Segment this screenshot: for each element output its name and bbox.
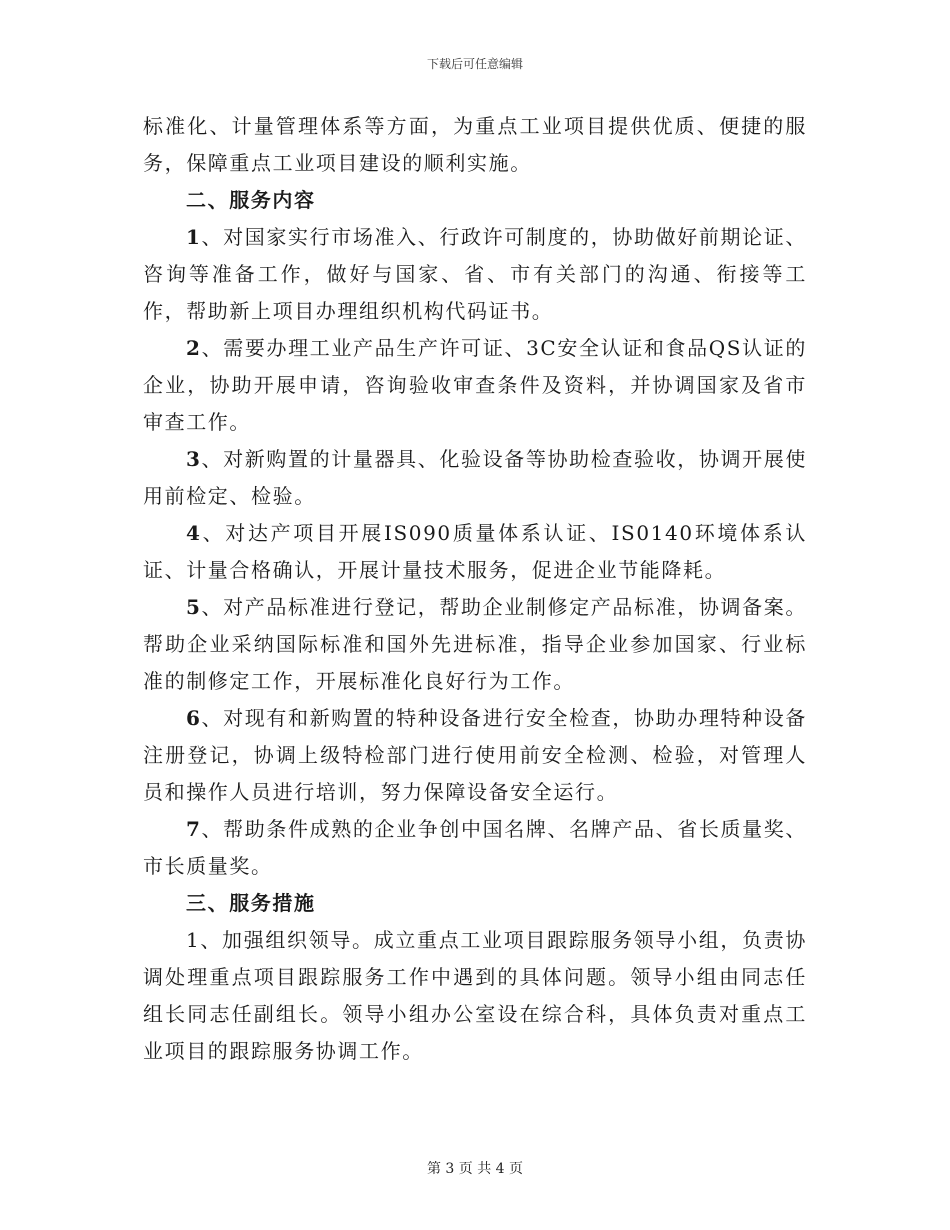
list-item (143, 589, 807, 700)
page-number-footer: 第 3 页 共 4 页 (426, 1161, 524, 1177)
item-text: 、对新购置的计量器具、化验设备等协助检查验收，协调开展使用前检定、检验。 (143, 447, 807, 508)
paragraph-measure-1: 1、加强组织领导。成立重点工业项目跟踪服务领导小组，负责协调处理重点项目跟踪服务工作中遇到的具体问题。领导小组由同志任组长同志任副组长。领导小组办公室设在综合科，具体负责对重点工业项目的跟踪服务协调工作。 (143, 928, 807, 1063)
item-number: 5 (186, 595, 202, 619)
list-item (143, 515, 807, 589)
item-text: 、对国家实行市场准入、行政许可制度的，协助做好前期论证、咨询等准备工作，做好与国家、省、市有关部门的沟通、衔接等工作，帮助新上项目办理组织机构代码证书。 (143, 225, 807, 323)
paragraph-intro: 标准化、计量管理体系等方面，为重点工业项目提供优质、便捷的服务，保障重点工业项目建设的顺利实施。 (143, 114, 807, 175)
list-item (143, 330, 807, 441)
item-text: 、对产品标准进行登记，帮助企业制修定产品标准，协调备案。帮助企业采纳国际标准和国外先进标准，指导企业参加国家、行业标准的制修定工作，开展标准化良好行为工作。 (143, 595, 807, 693)
item-text: 、帮助条件成熟的企业争创中国名牌、名牌产品、省长质量奖、市长质量奖。 (143, 817, 807, 878)
item-number: 2 (186, 336, 202, 360)
item-number: 3 (186, 447, 202, 471)
item-text: 、对达产项目开展IS090质量体系认证、IS0140环境体系认证、计量合格确认，开展计量技术服务，促进企业节能降耗。 (143, 521, 807, 582)
item-text: 、需要办理工业产品生产许可证、3C安全认证和食品QS认证的企业，协助开展申请，咨询验收审查条件及资料，并协调国家及省市审查工作。 (143, 336, 807, 434)
list-item (143, 700, 807, 811)
section-heading-service-measures: 三、服务措施 (186, 891, 316, 915)
list-item (143, 219, 807, 330)
document-body (143, 108, 807, 1070)
list-item (143, 441, 807, 515)
item-number: 1 (186, 225, 202, 249)
list-item (143, 811, 807, 885)
item-number: 4 (186, 521, 202, 545)
item-text: 、对现有和新购置的特种设备进行安全检查，协助办理特种设备注册登记，协调上级特检部门进行使用前安全检测、检验，对管理人员和操作人员进行培训，努力保障设备安全运行。 (143, 706, 807, 804)
item-number: 6 (186, 706, 202, 730)
section-heading-service-content: 二、服务内容 (186, 188, 316, 212)
item-number: 7 (186, 817, 202, 841)
page-header-note: 下载后可任意编辑 (426, 57, 523, 71)
